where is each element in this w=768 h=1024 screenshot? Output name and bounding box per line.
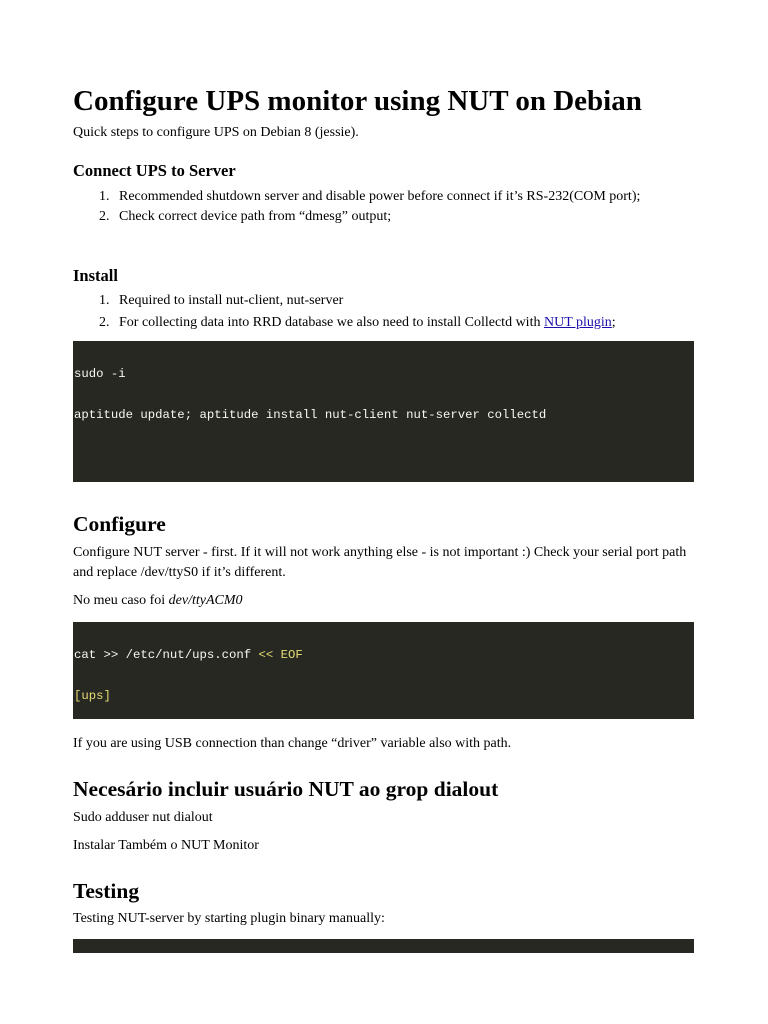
configure-paragraph: Configure NUT server - first. If it will not work anything else - is not important :) Check your serial port path and replace /dev/ttyS0 if it’s different. (73, 545, 687, 580)
list-number: 2. (99, 209, 110, 224)
testing-paragraph: Testing NUT-server by starting plugin binary manually: (73, 911, 385, 926)
list-number: 2. (99, 315, 110, 330)
config-code-block (73, 622, 694, 719)
monitor-install-text: Instalar Também o NUT Monitor (73, 838, 259, 853)
note-text: No meu caso foi (73, 593, 169, 608)
list-text-suffix: ; (611, 315, 616, 330)
dialout-heading: Necesário incluir usuário NUT ao grop dialout (73, 777, 499, 801)
list-text: Recommended shutdown server and disable power before connect if it’s RS-232(COM port); (119, 189, 641, 204)
install-heading: Install (73, 266, 118, 285)
list-item (73, 291, 673, 311)
connect-list (73, 187, 673, 227)
code-line-blank (74, 449, 694, 463)
list-item (73, 313, 673, 333)
code-token: cat >> /etc/nut/ups.conf (74, 648, 259, 662)
dialout-command-text: Sudo adduser nut dialout (73, 810, 213, 825)
list-number: 1. (99, 293, 110, 308)
code-line: aptitude update; aptitude install nut-client nut-server collectd (74, 407, 547, 422)
list-text: Check correct device path from “dmesg” output; (119, 209, 392, 224)
list-number: 1. (99, 189, 110, 204)
code-line: sudo -i (74, 367, 126, 381)
configure-heading: Configure (73, 512, 166, 536)
configure-device-note (73, 591, 243, 611)
list-item (73, 187, 673, 207)
install-code-block (73, 341, 694, 482)
connect-heading: Connect UPS to Server (73, 161, 236, 180)
install-list (73, 291, 673, 333)
list-text: For collecting data into RRD database we also need to install Collectd with (119, 315, 544, 330)
testing-code-block (73, 939, 694, 953)
page-title: Configure UPS monitor using NUT on Debian (73, 85, 642, 117)
code-line: [ups] (74, 688, 111, 703)
code-line (74, 649, 694, 663)
device-path: dev/ttyACM0 (168, 593, 243, 608)
nut-plugin-link[interactable]: NUT plugin (543, 315, 612, 330)
usb-note-paragraph: If you are using USB connection than change “driver” variable also with path. (73, 736, 512, 751)
testing-heading: Testing (73, 879, 140, 903)
intro-paragraph: Quick steps to configure UPS on Debian 8 (jessie). (73, 125, 359, 140)
code-string: << EOF (258, 648, 303, 662)
list-item (73, 207, 673, 227)
list-text: Required to install nut-client, nut-server (119, 293, 344, 308)
